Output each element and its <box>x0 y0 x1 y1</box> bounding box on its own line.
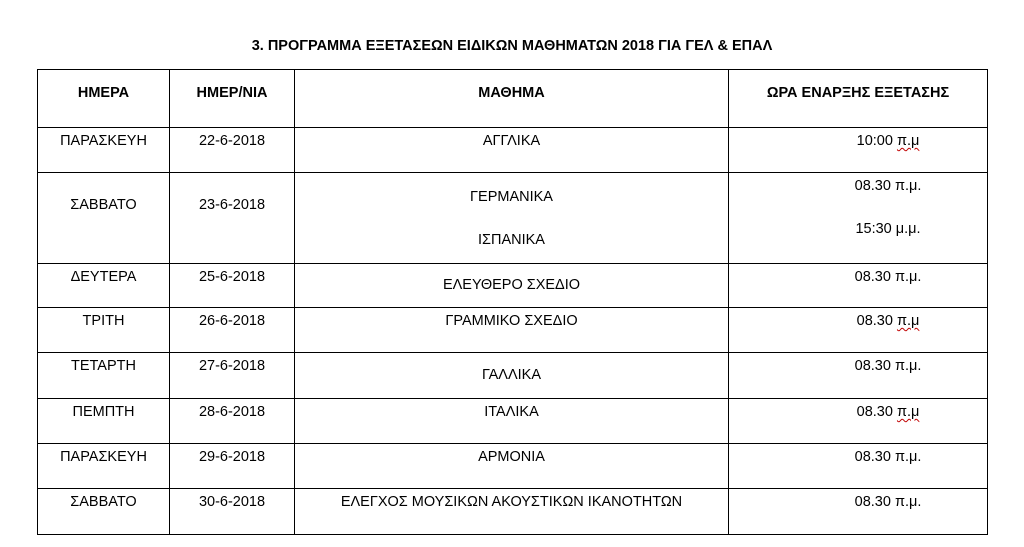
cell-day: ΠΑΡΑΣΚΕΥΗ <box>38 128 170 173</box>
table-row <box>38 264 988 308</box>
table-row <box>38 489 988 535</box>
cell-date: 25-6-2018 <box>170 264 295 308</box>
cell-day: ΤΡΙΤΗ <box>38 308 170 353</box>
table-row <box>38 308 988 353</box>
table-row <box>38 173 988 264</box>
cell-subject: ΙΤΑΛΙΚΑ <box>295 399 729 444</box>
cell-date: 28-6-2018 <box>170 399 295 444</box>
cell-date: 26-6-2018 <box>170 308 295 353</box>
cell-day: ΤΕΤΑΡΤΗ <box>38 353 170 399</box>
cell-time: 08.30 π.μ. <box>729 264 988 308</box>
cell-time: 10:00 π.μ <box>729 128 988 173</box>
cell-time: 08.30 π.μ. <box>729 489 988 535</box>
cell-day: ΔΕΥΤΕΡΑ <box>38 264 170 308</box>
cell-date: 22-6-2018 <box>170 128 295 173</box>
time-unit: π.μ <box>896 313 920 329</box>
exam-schedule-table <box>37 69 988 535</box>
cell-time: 08.30 π.μ <box>729 308 988 353</box>
cell-subject: ΕΛΕΥΘΕΡΟ ΣΧΕΔΙΟ <box>295 264 729 308</box>
time-unit: π.μ <box>896 404 920 420</box>
cell-day: ΣΑΒΒΑΤΟ <box>38 173 170 264</box>
header-day: ΗΜΕΡΑ <box>38 70 170 128</box>
table-header-row <box>38 70 988 128</box>
cell-subject: ΓΡΑΜΜΙΚΟ ΣΧΕΔΙΟ <box>295 308 729 353</box>
header-subject: ΜΑΘΗΜΑ <box>295 70 729 128</box>
table-row <box>38 444 988 489</box>
header-time: ΩΡΑ ΕΝΑΡΞΗΣ ΕΞΕΤΑΣΗΣ <box>729 70 988 128</box>
cell-subject: ΓΑΛΛΙΚΑ <box>295 353 729 399</box>
cell-time: 08.30 π.μ. <box>729 444 988 489</box>
cell-subject: ΑΓΓΛΙΚΑ <box>295 128 729 173</box>
cell-subject: ΓΕΡΜΑΝΙΚΑ ΙΣΠΑΝΙΚΑ <box>295 173 729 264</box>
cell-date: 27-6-2018 <box>170 353 295 399</box>
header-date: ΗΜΕΡ/ΝΙΑ <box>170 70 295 128</box>
table-row <box>38 399 988 444</box>
table-row <box>38 353 988 399</box>
table-row <box>38 128 988 173</box>
cell-date: 23-6-2018 <box>170 173 295 264</box>
cell-date: 30-6-2018 <box>170 489 295 535</box>
cell-day: ΣΑΒΒΑΤΟ <box>38 489 170 535</box>
cell-time: 08.30 π.μ <box>729 399 988 444</box>
cell-subject: ΑΡΜΟΝΙΑ <box>295 444 729 489</box>
cell-subject: ΕΛΕΓΧΟΣ ΜΟΥΣΙΚΩΝ ΑΚΟΥΣΤΙΚΩΝ ΙΚΑΝΟΤΗΤΩΝ <box>295 489 729 535</box>
cell-time: 08.30 π.μ. 15:30 μ.μ. <box>729 173 988 264</box>
cell-day: ΠΕΜΠΤΗ <box>38 399 170 444</box>
page-title: 3. ΠΡΟΓΡΑΜΜΑ ΕΞΕΤΑΣΕΩΝ ΕΙΔΙΚΩΝ ΜΑΘΗΜΑΤΩΝ 2018 ΓΙΑ ΓΕΛ & ΕΠΑΛ <box>251 38 773 54</box>
time-unit: π.μ <box>896 133 920 149</box>
cell-day: ΠΑΡΑΣΚΕΥΗ <box>38 444 170 489</box>
cell-date: 29-6-2018 <box>170 444 295 489</box>
cell-time: 08.30 π.μ. <box>729 353 988 399</box>
